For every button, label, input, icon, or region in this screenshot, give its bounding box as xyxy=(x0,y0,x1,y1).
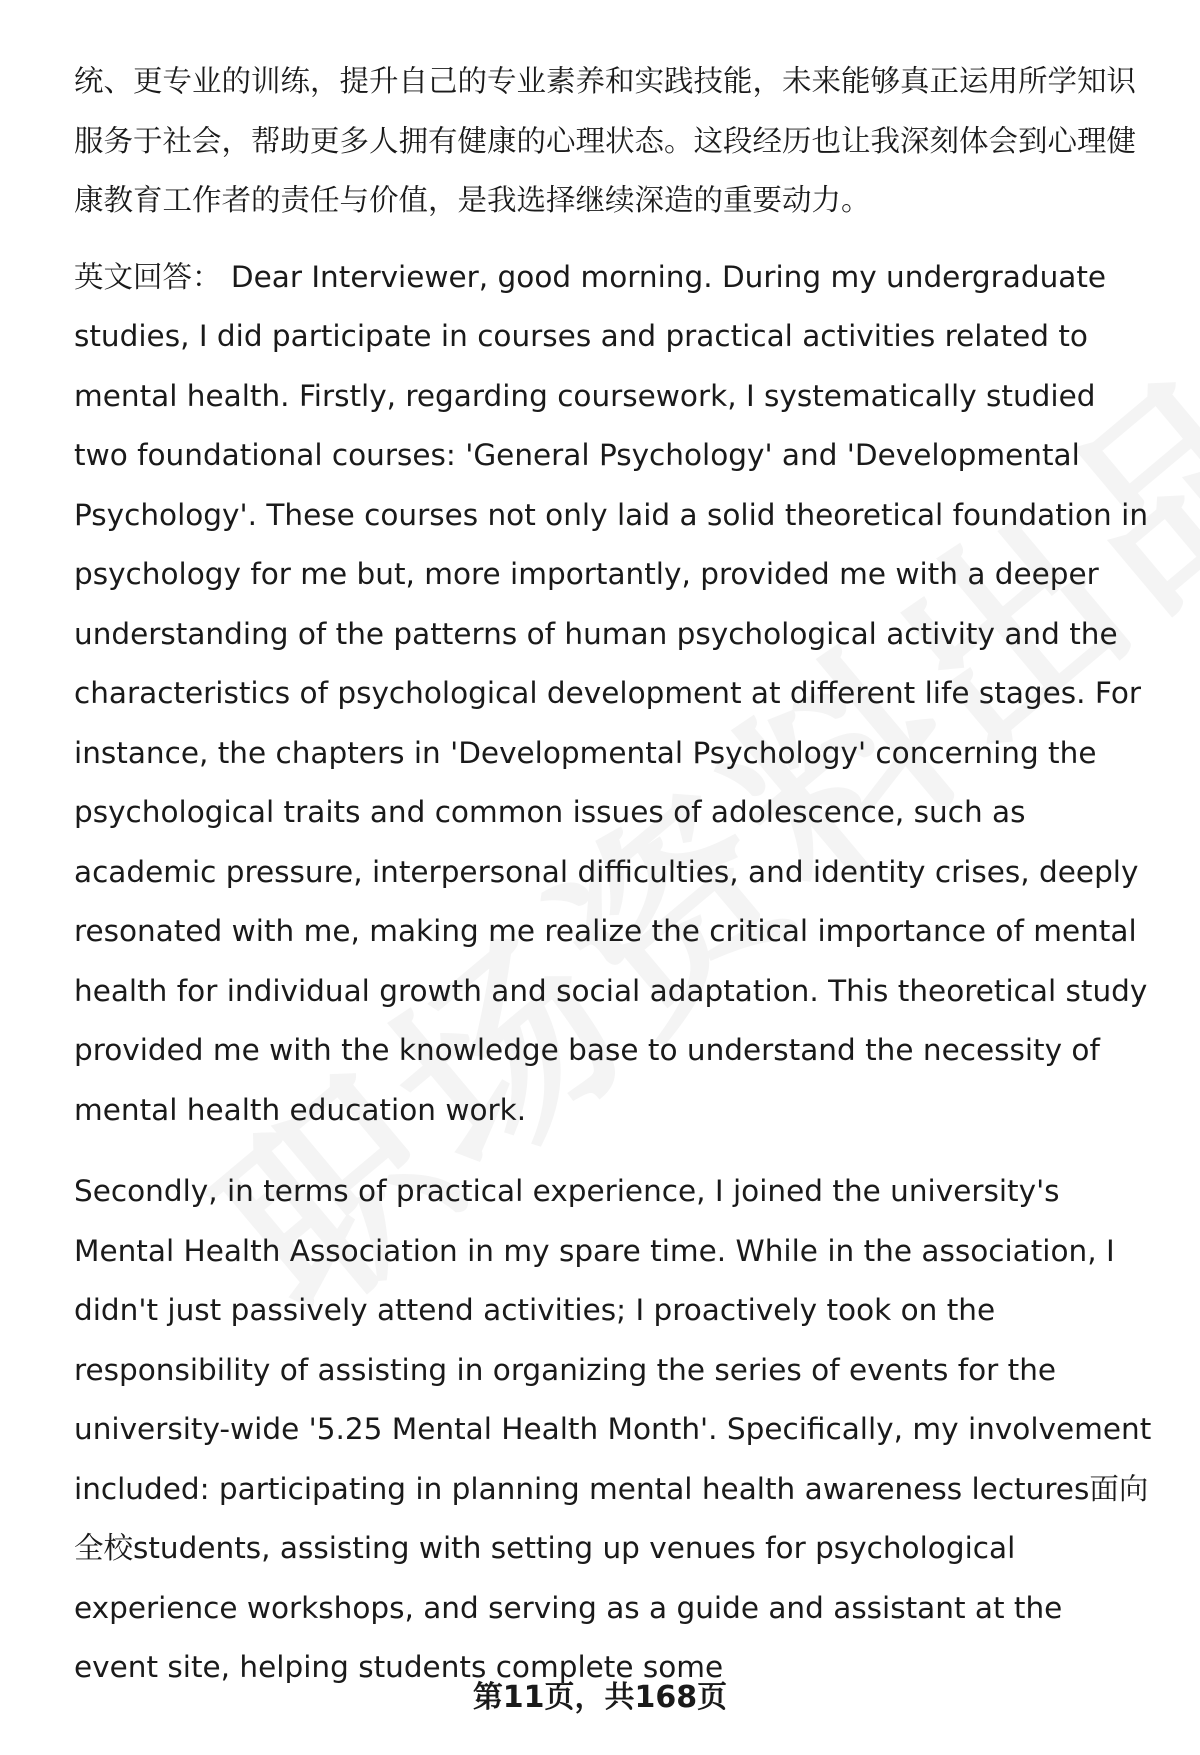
paragraph-text: Secondly, in terms of practical experience, I joined the university's Mental Health Association in my spare time. While in the association, I didn't just passively attend activities; I proactively took on the responsibility of assisting in organizing the series of events for the university-wide '5.25 Mental Health Month'. Specifically, my involvement included: participating in planning mental health awareness lectures面向全校students, assisting with setting up venues for psychological experience workshops, and serving as a guide and assistant at the event site, helping students complete some xyxy=(74,1174,1152,1684)
paragraph-chinese-continuation xyxy=(74,52,1154,231)
paragraph-text: Dear Interviewer, good morning. During my undergraduate studies, I did participate in courses and practical activities related to mental health. Firstly, regarding coursework, I systematically studied two foundational courses: 'General Psychology' and 'Developmental Psychology'. These courses not only laid a solid theoretical foundation in psychology for me but, more importantly, provided me with a deeper understanding of the patterns of human psychological activity and the characteristics of psychological development at different life stages. For instance, the chapters in 'Developmental Psychology' concerning the psychological traits and common issues of adolescence, such as academic pressure, interpersonal difficulties, and identity crises, deeply resonated with me, making me realize the critical importance of mental health for individual growth and social adaptation. This theoretical study provided me with the knowledge base to understand the necessity of mental health education work. xyxy=(74,259,1149,1127)
page-number-footer: 第11页，共168页 xyxy=(472,1680,728,1715)
paragraph-english-answer-continued xyxy=(74,1162,1154,1698)
paragraph-english-answer xyxy=(74,248,1154,1141)
document-body xyxy=(74,52,1154,1698)
paragraph-text: 统、更专业的训练，提升自己的专业素养和实践技能，未来能够真正运用所学知识服务于社会，帮助更多人拥有健康的心理状态。这段经历也让我深刻体会到心理健康教育工作者的责任与价值，是我选择继续深造的重要动力。 xyxy=(74,64,1137,217)
answer-label: 英文回答： xyxy=(74,259,222,294)
